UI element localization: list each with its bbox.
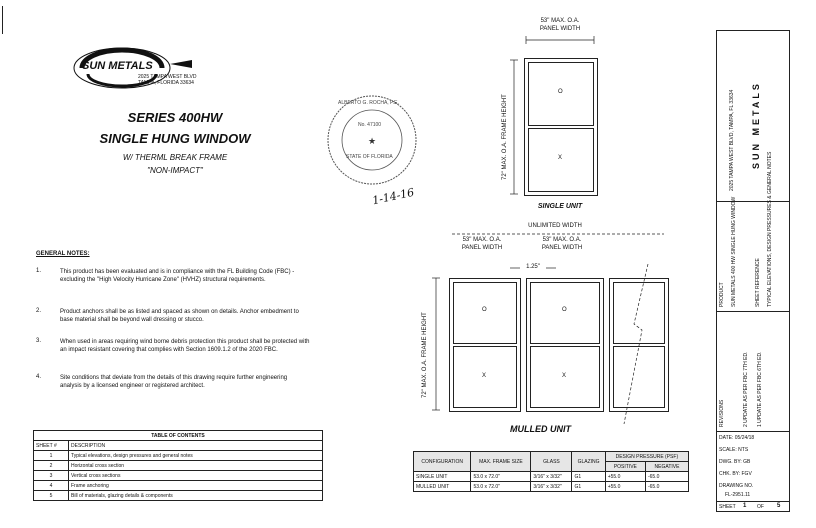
table-row	[34, 451, 323, 461]
note-num: 3.	[36, 338, 42, 344]
mulled-upper-sash	[530, 282, 600, 344]
tb-sheet-total: 5	[777, 503, 781, 509]
tb-revision-1: 1 UPDATE AS PER FBC 6TH ED.	[757, 351, 763, 427]
mulled-gap-arrows	[508, 258, 558, 270]
dp-header-glass: GLASS	[531, 452, 572, 472]
title-frame: W/ THERML BREAK FRAME	[122, 153, 228, 162]
toc-sheet: 4	[34, 481, 69, 491]
single-width-label-2: PANEL WIDTH	[539, 26, 581, 32]
seal-name: ALBERTO G. ROCHA, P.E.	[338, 100, 399, 106]
title-block	[716, 30, 790, 512]
tb-sheet-label: SHEET REFERENCE	[755, 258, 761, 307]
note-num: 4.	[36, 374, 42, 380]
note-text: Product anchors shall be as listed and spaced as shown on details. Anchor embedment to base material shall be beyond wall dressing or stucco.	[60, 309, 299, 323]
dp-cell: -65.0	[645, 482, 688, 492]
tb-product-label: PRODUCT	[719, 282, 725, 307]
table-row	[34, 461, 323, 471]
mulled-unit-caption: MULLED UNIT	[510, 424, 571, 434]
mulled-left-width-1: 53" MAX. O.A.	[462, 237, 502, 243]
signature: 1-14-16	[371, 185, 416, 208]
dp-cell: SINGLE UNIT	[414, 472, 471, 482]
toc-sheet: 2	[34, 461, 69, 471]
toc-desc: Frame anchoring	[69, 481, 323, 491]
dp-cell: G1	[572, 472, 605, 482]
logo-text: SUN METALS	[82, 60, 153, 72]
design-pressure-table	[413, 451, 689, 492]
dp-cell: +55.0	[605, 482, 645, 492]
toc-desc: Typical elevations, design pressures and general notes	[69, 451, 323, 461]
toc-desc: Horizontal cross section	[69, 461, 323, 471]
dp-cell: 53.0 x 72.0"	[471, 472, 531, 482]
tb-company-address: 2025 TAMPA WEST BLVD, TAMPA, FL 33634	[729, 89, 735, 191]
toc-header-desc: DESCRIPTION	[69, 441, 323, 451]
toc-desc: Bill of materials, glazing details & components	[69, 491, 323, 501]
tb-sheet-no: 1	[743, 503, 747, 509]
dp-cell: G1	[572, 482, 605, 492]
tb-drawn-by: DWG. BY: GB	[719, 459, 751, 465]
tb-sheet-value: TYPICAL ELEVATIONS, DESIGN PRESSURES & GENERAL NOTES	[767, 151, 773, 307]
toc-desc: Vertical cross sections	[69, 471, 323, 481]
seal-license: No. 47100	[358, 122, 382, 128]
mulled-fixed-mark: O	[482, 307, 487, 313]
mulled-height-label: 72" MAX. O.A. FRAME HEIGHT	[422, 312, 428, 398]
company-logo	[60, 38, 200, 98]
general-notes-heading: GENERAL NOTES:	[36, 251, 90, 257]
tb-drawing-no: FL-2951.11	[725, 492, 751, 498]
table-row	[414, 482, 689, 492]
mulled-gap-label: 1.25"	[526, 264, 540, 270]
tb-revision-2: 2 UPDATE AS PER FBC 7TH ED.	[743, 351, 749, 427]
dp-header-config: CONFIGURATION	[414, 452, 471, 472]
company-address-2: TAMPA, FLORIDA 33634	[138, 80, 194, 86]
single-unit-frame	[524, 58, 598, 196]
tb-company-name: SUN METALS	[751, 81, 761, 169]
single-operable-mark: X	[558, 155, 563, 161]
mulled-right-width-1: 53" MAX. O.A.	[542, 237, 582, 243]
seal-icon	[324, 92, 420, 188]
note-text: This product has been evaluated and is in compliance with the FL Building Code (FBC) - excluding the "High Velocity Hurricane Zone" (HVHZ) structural requirements.	[60, 269, 295, 283]
toc-header-sheet: SHEET #	[34, 441, 69, 451]
note-text: When used in areas requiring wind borne debris protection this product shall be protected with an impact resistant covering that complies with Section 1609.1.2 of the 2020 FBC.	[60, 339, 310, 353]
dp-cell: 3/16" x 3/32"	[531, 482, 572, 492]
single-unit-caption: SINGLE UNIT	[537, 203, 583, 210]
tb-product-section	[717, 151, 789, 312]
dp-cell: -65.0	[645, 472, 688, 482]
mulled-height-dimension-line	[432, 276, 440, 412]
dp-header-pressure: DESIGN PRESSURE (PSF)	[605, 452, 688, 462]
toc-title: TABLE OF CONTENTS	[34, 431, 323, 441]
dp-cell: +55.0	[605, 472, 645, 482]
company-address-1: 2025 TAMPA WEST BLVD	[138, 74, 197, 80]
mulled-panel-1	[449, 278, 521, 412]
tb-sheet-prefix: SHEET	[719, 504, 736, 510]
tb-drawing-label: DRAWING NO.	[719, 483, 754, 489]
title-impact: "NON-IMPACT"	[147, 166, 203, 175]
table-row	[34, 491, 323, 501]
title-product: SINGLE HUNG WINDOW	[99, 131, 251, 146]
mulled-right-width-2: PANEL WIDTH	[541, 245, 583, 251]
tb-product-value: SUN METALS 400 HW SINGLE HUNG WINDOW	[731, 196, 737, 307]
margin-mark	[2, 6, 3, 34]
tb-revisions-section	[717, 311, 789, 432]
mulled-break-line	[600, 264, 660, 424]
seal-state: STATE OF FLORIDA	[346, 154, 393, 160]
dp-header-glazing: GLAZING	[572, 452, 605, 472]
toc-sheet: 3	[34, 471, 69, 481]
svg-text:★: ★	[367, 136, 377, 146]
note-text: Site conditions that deviate from the details of this drawing require further engineering analysis by a licensed engineer or registered architect.	[60, 375, 288, 389]
single-width-label-1: 53" MAX. O.A.	[540, 18, 580, 24]
single-fixed-mark: O	[558, 89, 563, 95]
mulled-left-width-2: PANEL WIDTH	[461, 245, 503, 251]
single-width-dimension-line	[524, 36, 596, 44]
tb-date: DATE: 05/24/18	[719, 435, 755, 441]
mulled-fixed-mark: O	[562, 307, 567, 313]
dp-cell: MULLED UNIT	[414, 482, 471, 492]
table-row	[414, 472, 689, 482]
dp-header-size: MAX. FRAME SIZE	[471, 452, 531, 472]
mulled-operable-mark: X	[482, 373, 487, 379]
toc-sheet: 1	[34, 451, 69, 461]
tb-sheet-of: OF	[757, 504, 764, 510]
mulled-overall-label: UNLIMITED WIDTH	[528, 223, 582, 229]
table-row	[34, 481, 323, 491]
tb-checked-by: CHK. BY: FGV	[719, 471, 752, 477]
dp-cell: 3/16" x 3/32"	[531, 472, 572, 482]
mulled-upper-sash	[453, 282, 517, 344]
tb-scale: SCALE: NTS	[719, 447, 749, 453]
toc-sheet: 5	[34, 491, 69, 501]
table-row	[34, 471, 323, 481]
note-num: 1.	[36, 268, 42, 274]
mulled-operable-mark: X	[562, 373, 567, 379]
note-num: 2.	[36, 308, 42, 314]
tb-logo-section	[717, 31, 789, 202]
tb-sheet-row	[717, 501, 789, 512]
single-height-label: 72" MAX. O.A. FRAME HEIGHT	[502, 94, 508, 180]
title-series: SERIES 400HW	[127, 110, 223, 125]
single-height-dimension-line	[510, 58, 518, 196]
tb-revision-header: REVISIONS	[719, 399, 725, 427]
mulled-panel-2	[526, 278, 604, 412]
dp-header-negative: NEGATIVE	[645, 462, 688, 472]
engineer-seal	[324, 92, 420, 188]
dp-cell: 53.0 x 72.0"	[471, 482, 531, 492]
dp-header-positive: POSITIVE	[605, 462, 645, 472]
toc-table	[33, 430, 323, 501]
